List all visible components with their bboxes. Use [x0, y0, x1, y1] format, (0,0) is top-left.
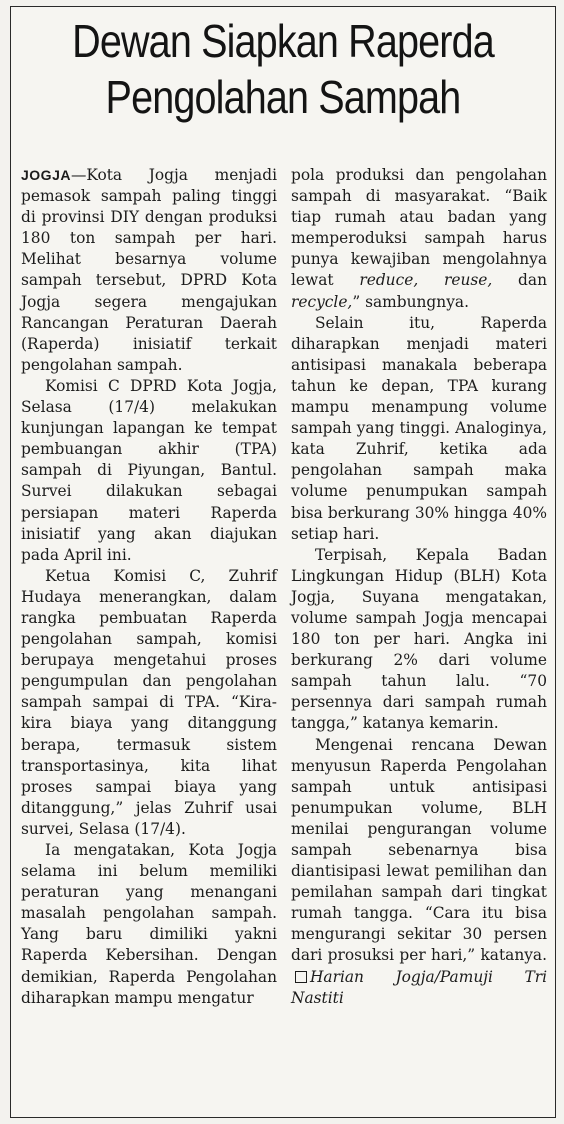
column-right: [291, 165, 547, 1009]
paragraph: [291, 735, 547, 1009]
column-left: [21, 165, 277, 1009]
article-body: [21, 165, 547, 1009]
paragraph: Ia mengatakan, Kota Jogja selama ini belum memiliki peraturan yang menangani masalah pengolahan sampah. Yang baru dimiliki yakni Raperda Kebersihan. Dengan demikian, Raperda Pengolahan diharapkan mampu mengatur: [21, 841, 277, 1007]
end-mark-icon: [295, 971, 307, 983]
emphasis: recycle,: [291, 292, 353, 311]
paragraph-text: ” sambungnya.: [352, 292, 469, 311]
paragraph: Selain itu, Raperda diharapkan menjadi materi antisipasi manakala beberapa tahun ke depan, TPA kurang mampu menampung volume sampah yang tinggi. Analoginya, kata Zuhrif, ketika ada pengolahan sampah maka volume penumpukan sampah bisa berkurang 30% hingga 40% setiap hari.: [291, 313, 547, 543]
paragraph-text: —Kota Jogja menjadi pemasok sampah paling tinggi di provinsi DIY dengan produksi 180 ton sampah per hari. Melihat besarnya volume sampah tersebut, DPRD Kota Jogja segera mengajukan Rancangan Peraturan Daerah (Raperda) inisiatif terkait pengolahan sampah.: [21, 166, 277, 374]
paragraph-text: pola produksi dan pengolahan sampah di masyarakat. “Baik tiap rumah atau badan yang memperoduksi sampah harus punya kewajiban mengolahnya lewat: [291, 166, 547, 290]
headline: [49, 7, 517, 125]
paragraph: Komisi C DPRD Kota Jogja, Selasa (17/4) melakukan kunjungan lapangan ke tempat pembuangan akhir (TPA) sampah di Piyungan, Bantul. Survei dilakukan sebagai persiapan materi Raperda inisiatif yang akan diajukan pada April ini.: [21, 376, 277, 564]
paragraph-text: dan: [492, 271, 547, 290]
newspaper-clipping: [10, 6, 556, 1118]
headline-line-2: Pengolahan Sampah: [105, 71, 461, 123]
dateline: JOGJA: [21, 167, 71, 183]
emphasis: reduce, reuse,: [359, 271, 493, 290]
paragraph: [21, 165, 277, 376]
photo-credit: Harian Jogja/Pamuji Tri Nastiti: [291, 967, 547, 1007]
paragraph: Ketua Komisi C, Zuhrif Hudaya menerangkan, dalam rangka pembuatan Raperda pengolahan sampah, komisi berupaya mengetahui proses pengumpulan dan pengolahan sampah sampai di TPA. “Kira-kira biaya yang ditanggung berapa, termasuk sistem transportasinya, kita lihat proses sampai biaya yang ditanggung,” jelas Zuhrif usai survei, Selasa (17/4).: [21, 566, 277, 838]
paragraph: Terpisah, Kepala Badan Lingkungan Hidup (BLH) Kota Jogja, Suyana mengatakan, volume sampah Jogja mencapai 180 ton per hari. Angka ini berkurang 2% dari volume sampah tahun lalu. “70 persennya dari sampah rumah tangga,” katanya kemarin.: [291, 545, 547, 733]
headline-line-1: Dewan Siapkan Raperda: [72, 15, 494, 67]
paragraph-text: Mengenai rencana Dewan menyusun Raperda Pengolahan sampah untuk antisipasi penumpukan volume, BLH menilai pengurangan volume sampah sebenarnya bisa diantisipasi lewat pemilihan dan pemilahan sampah dari tingkat rumah tangga. “Cara itu bisa mengurangi sekitar 30 persen dari prosuksi per hari,” katanya.: [291, 735, 547, 965]
paragraph: [291, 165, 547, 313]
